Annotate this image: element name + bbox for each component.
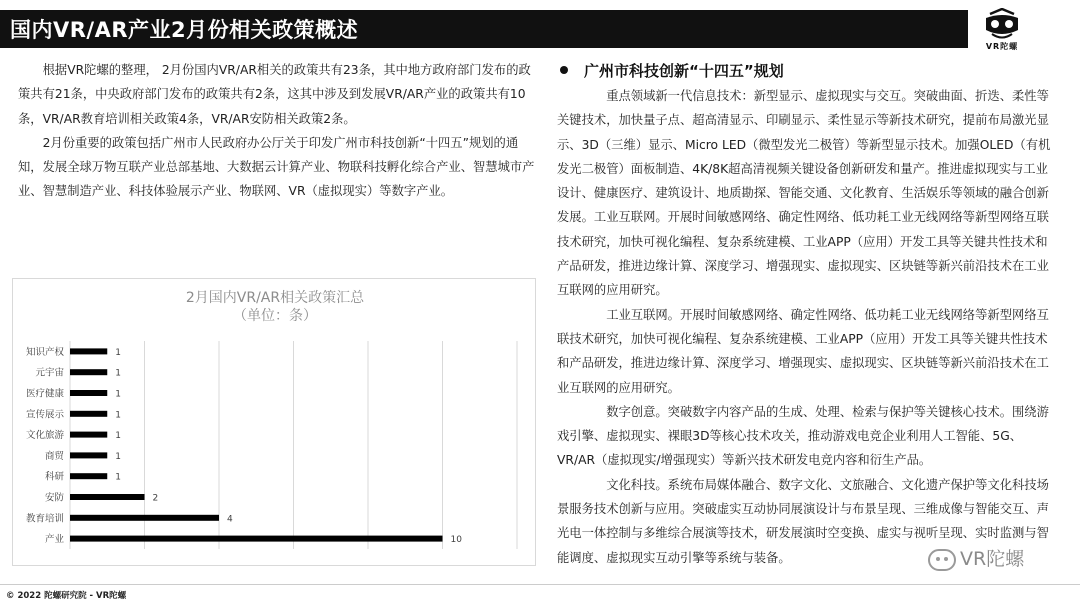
chart-category-label: 商贸 [44,450,64,462]
chart-data-label: 1 [115,451,121,462]
plan-paragraph: 文化科技。系统布局媒体融合、数字文化、文旅融合、文化遗产保护等文化科技场景服务技术创新与应用。突破虚实互动协同展演设计与布景呈现、三维成像与智能交互、声光电一体控制与多维综合展演等技术，研发展演时空变换、虚实与视听呈现、实时监测与智能调度、虚拟现实互动引擎等系统与装备。 [557,477,1049,565]
chart-category-label: 知识产权 [25,346,64,358]
chart-category-label: 宣传展示 [25,409,64,421]
chart-bar [70,369,107,375]
vr-goggles-icon [972,8,1032,42]
plan-paragraph: 工业互联网。开展时间敏感网络、确定性网络、低功耗工业无线网络等新型网络互联技术研究，加快可视化编程、复杂系统建模、工业APP（应用）开发工具等关键共性技术和产品研发，推进边缘计算、深度学习、增强现实、虚拟现实、区块链等新兴前沿技术在工业互联网的应用研究。 [557,307,1049,395]
intro-paragraph: 根据VR陀螺的整理， 2月份国内VR/AR相关的政策共有23条，其中地方政府部门发布的政策共有21条，中央政府部门发布的政策共有2条，这其中涉及到发展VR/AR产业的政策共有10条，VR/AR教育培训相关政策4条，VR/AR安防相关政策2条。 [18,63,531,126]
chart-category-label: 产业 [44,534,64,546]
watermark [928,544,1068,578]
chart-bar [70,494,145,500]
intro-text [18,58,538,204]
page-title: 国内VR/AR产业2月份相关政策概述 [10,18,359,42]
chart-data-label: 10 [450,535,462,546]
policy-bar-chart [12,278,536,566]
chart-category-label: 安防 [44,492,64,504]
chart-category-label: 文化旅游 [25,430,64,442]
chart-bar [70,452,107,458]
chart-category-label: 元宇宙 [35,367,64,379]
footer-divider [0,584,1080,585]
bullet-icon [560,66,568,74]
chart-data-label: 1 [115,368,121,379]
chart-bar [70,390,107,396]
chart-data-label: 1 [115,410,121,421]
chart-data-label: 1 [115,347,121,358]
chart-data-label: 1 [115,431,121,442]
chart-data-label: 1 [115,472,121,483]
chart-svg [13,279,537,567]
footer-copyright: © 2022 陀螺研究院 - VR陀螺 [6,591,127,601]
watermark-text: VR陀螺 [960,548,1025,570]
chart-bar [70,473,107,479]
chart-bar [70,348,107,354]
chart-data-label: 2 [152,493,159,504]
section-heading [560,60,784,81]
chart-data-label: 1 [115,389,121,400]
section-heading-text: 广州市科技创新“十四五”规划 [584,62,784,80]
logo [972,8,1032,54]
chart-title: 2月国内VR/AR相关政策汇总 [185,290,365,306]
logo-text: VR陀螺 [985,42,1019,51]
plan-text [557,84,1057,570]
chart-bar [70,411,107,417]
chart-bar [70,432,107,438]
intro-paragraph: 2月份重要的政策包括广州市人民政府办公厅关于印发广州市科技创新“十四五”规划的通知，发展全球万物互联产业总部基地、大数据云计算产业、物联科技孵化综合产业、智慧城市产业、智慧制造产业、科技体验展示产业、物联网、VR（虚拟现实）等数字产业。 [18,135,535,199]
chart-category-label: 科研 [44,471,64,483]
chart-bar [70,536,443,542]
chart-data-label: 4 [227,514,233,525]
chart-category-label: 医疗健康 [25,388,64,400]
wechat-icon [928,549,956,571]
plan-paragraph: 重点领域新一代信息技术：新型显示、虚拟现实与交互。突破曲面、折迭、柔性等关键技术，加快量子点、超高清显示、印刷显示、柔性显示等新技术研究，提前布局激光显示、3D（三维）显示、Micro LED（微型发光二极管）等新型显示技术。加强OLED（有机发光二极管）面板制造、4K/8K超高清视频关键设备创新研发和量产。推进虚拟现实与工业设计、健康医疗、建筑设计、地质勘探、智能交通、文化教育、生活娱乐等领域的融合创新发展。工业互联网。开展时间敏感网络、确定性网络、低功耗工业无线网络等新型网络互联技术研究，加快可视化编程、复杂系统建模、工业APP（应用）开发工具等关键共性技术和产品研发，推进边缘计算、深度学习、增强现实、虚拟现实、区块链等新兴前沿技术在工业互联网的应用研究。 [557,89,1051,298]
chart-subtitle: （单位：条） [233,308,317,324]
chart-category-label: 教育培训 [25,513,64,525]
title-bar [0,10,968,48]
chart-bar [70,515,219,521]
plan-paragraph: 数字创意。突破数字内容产品的生成、处理、检索与保护等关键核心技术。围绕游戏引擎、虚拟现实、裸眼3D等核心技术攻关，推动游戏电竞企业利用人工智能、5G、VR/AR（虚拟现实/增强现实）等新兴技术研发电竞内容和衍生产品。 [557,404,1049,468]
chart-bars [26,346,462,545]
